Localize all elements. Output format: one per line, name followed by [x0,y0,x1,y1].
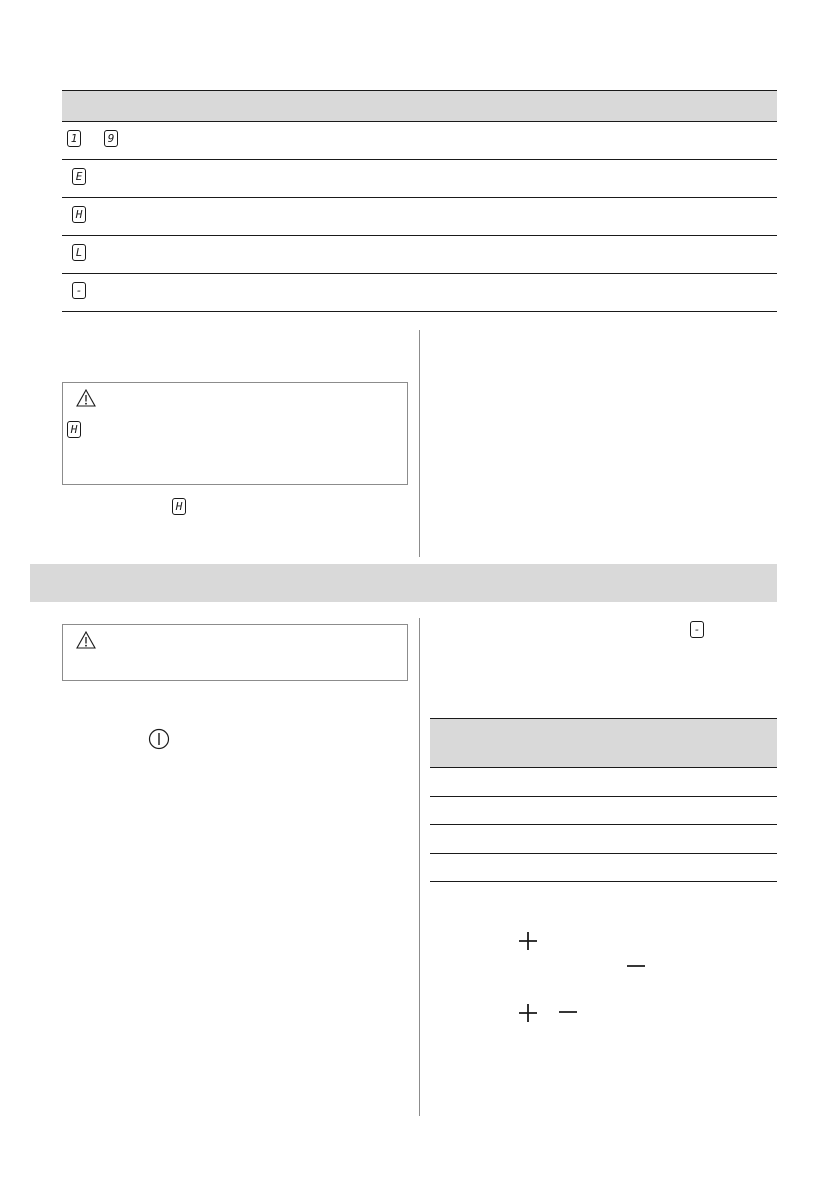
warning-box [62,624,408,681]
table-bottom-rule [430,881,777,882]
warning-box [62,382,408,485]
display-symbol-icon: H [67,421,81,438]
table-bottom-rule [62,311,777,312]
table-row-rule [62,197,777,198]
table-row-rule [430,796,777,797]
plus-icon [517,930,539,952]
minus-icon [625,955,647,977]
table-row-rule [430,824,777,825]
warning-triangle-icon [76,631,96,649]
table-header [62,90,777,121]
display-symbol-icon: H [72,206,86,223]
table-header-bottom-rule [430,767,777,768]
display-symbol-icon: E [72,168,86,185]
column-divider [419,330,420,557]
display-symbol-icon: - [72,282,86,299]
display-symbol-icon: 9 [104,130,118,147]
column-divider [419,618,420,1116]
table-row-rule [62,159,777,160]
table-header [430,718,777,767]
table-header-top-rule [430,718,777,719]
table-row-rule [430,853,777,854]
warning-triangle-icon [76,389,96,407]
display-symbol-icon: L [72,244,86,261]
power-icon [148,728,170,750]
table-row-rule [62,273,777,274]
table-header-bottom-rule [62,121,777,122]
minus-icon [557,1001,579,1023]
table-header-top-rule [62,90,777,91]
display-symbol-icon: 1 [67,130,81,147]
table-row-rule [62,235,777,236]
display-symbol-icon: H [172,498,186,515]
section-heading-bar [30,564,777,602]
plus-icon [517,1002,539,1024]
display-symbol-icon: - [690,621,704,638]
